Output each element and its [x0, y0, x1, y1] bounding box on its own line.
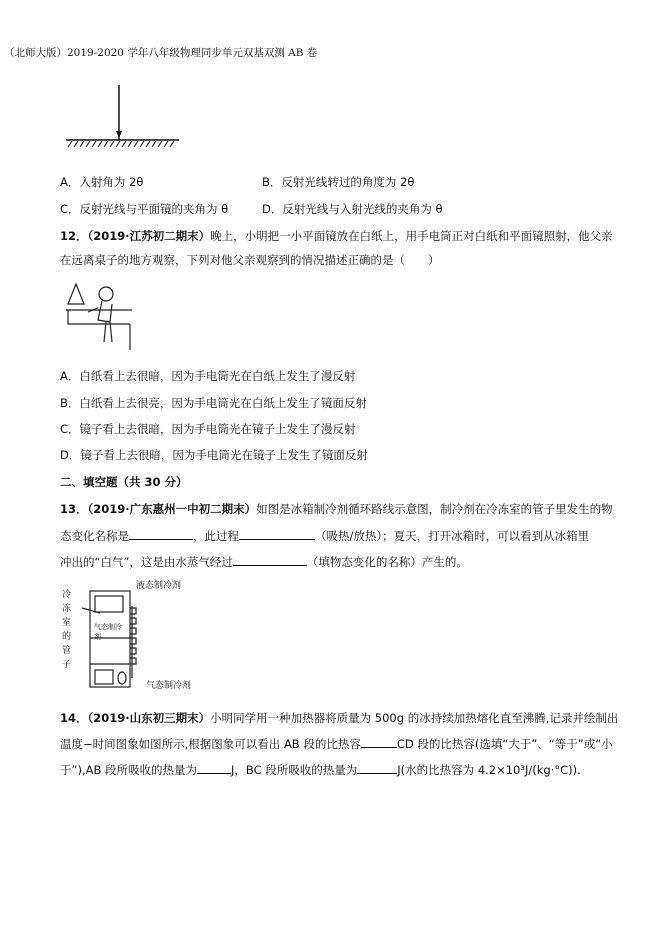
- q14-text: 小明同学用一种加热器将质量为 500g 的冰持续加热熔化直至沸腾,记录并绘制出: [210, 711, 619, 725]
- q14-text: J，BC 段所吸收的热量为: [231, 763, 358, 777]
- q12-option-a: A．白纸看上去很暗，因为手电筒光在白纸上发生了漫反射: [60, 369, 356, 383]
- q11-option-c: C．反射光线与平面镜的夹角为 θ: [60, 202, 229, 216]
- q11-option-a: A．入射角为 2θ: [60, 175, 144, 189]
- q14-text: CD 段的比热容(选填“大于”、“等于”或“小: [396, 737, 613, 751]
- q13-text: （吸热/放热）；夏天，打开冰箱时，可以看到从冰箱里: [315, 529, 590, 543]
- q13-line3: [60, 554, 468, 570]
- q13-text: 冲出的“白气”，这是由水蒸气经过: [60, 555, 233, 569]
- fridge-figure: [60, 578, 210, 693]
- q14-line3: [60, 762, 581, 778]
- page-header: （北师大版）2019-2020 学年八年级物理同步单元双基双测 AB 卷: [4, 47, 318, 59]
- q14-text: 温度−时间图象如图所示,根据图象可以看出 AB 段的比热容: [60, 737, 361, 751]
- q13-text: （填物态变化的名称）产生的。: [306, 555, 468, 569]
- reflection-diagram: [64, 85, 184, 155]
- flashlight-figure: [62, 280, 137, 355]
- q12-label: 12．（2019·江苏初二期末）: [60, 229, 211, 243]
- q13-text: 如图是冰箱制冷剂循环路线示意图，制冷剂在冷冻室的管子里发生的物: [256, 502, 613, 516]
- q13-line1: [60, 501, 613, 517]
- q12-option-b: B．白纸看上去很亮，因为手电筒光在白纸上发生了镜面反射: [60, 396, 367, 410]
- section-title: 二、填空题（共 30 分）: [60, 475, 188, 489]
- q12-line2: 在远离桌子的地方观察，下列对他父亲观察到的情况描述正确的是（ ）: [60, 253, 440, 267]
- answer-blank[interactable]: [239, 528, 315, 540]
- q13-line2: [60, 528, 589, 544]
- q14-text: 于”),AB 段所吸收的热量为: [60, 763, 198, 777]
- label-freezer-pipe: 冷冻室的管子: [62, 590, 72, 670]
- q11-option-d: D．反射光线与入射光线的夹角为 θ: [262, 202, 443, 216]
- q14-text: J(水的比热容为 4.2×10³J/(kg·°C)).: [397, 763, 581, 777]
- q13-text: 态变化名称是: [60, 529, 129, 543]
- answer-blank[interactable]: [361, 736, 397, 748]
- label-liquid-refrigerant: 液态制冷剂: [136, 581, 182, 591]
- q13-text: ，此过程: [193, 529, 239, 543]
- q14-line1: [60, 710, 618, 726]
- q12-text: 晚上，小明把一小平面镜放在白纸上，用手电筒正对白纸和平面镜照射，他父亲: [210, 229, 613, 243]
- answer-blank[interactable]: [233, 554, 307, 566]
- answer-blank[interactable]: [197, 762, 231, 774]
- label-gas-refrigerant-inner: 气态制冷剂: [94, 623, 122, 641]
- q12-option-c: C．镜子看上去很暗，因为手电筒光在镜子上发生了漫反射: [60, 422, 356, 436]
- answer-blank[interactable]: [357, 762, 397, 774]
- q13-label: 13．（2019·广东惠州一中初二期末）: [60, 502, 257, 516]
- q12-line1: [60, 228, 613, 244]
- q14-label: 14．（2019·山东初三期末）: [60, 711, 211, 725]
- q12-option-d: D．镜子看上去很暗，因为手电筒光在镜子上发生了镜面反射: [60, 448, 368, 462]
- q11-option-b: B．反射光线转过的角度为 2θ: [262, 175, 415, 189]
- answer-blank[interactable]: [129, 528, 193, 540]
- q14-line2: [60, 736, 613, 752]
- label-gas-refrigerant: 气态制冷剂: [146, 681, 192, 691]
